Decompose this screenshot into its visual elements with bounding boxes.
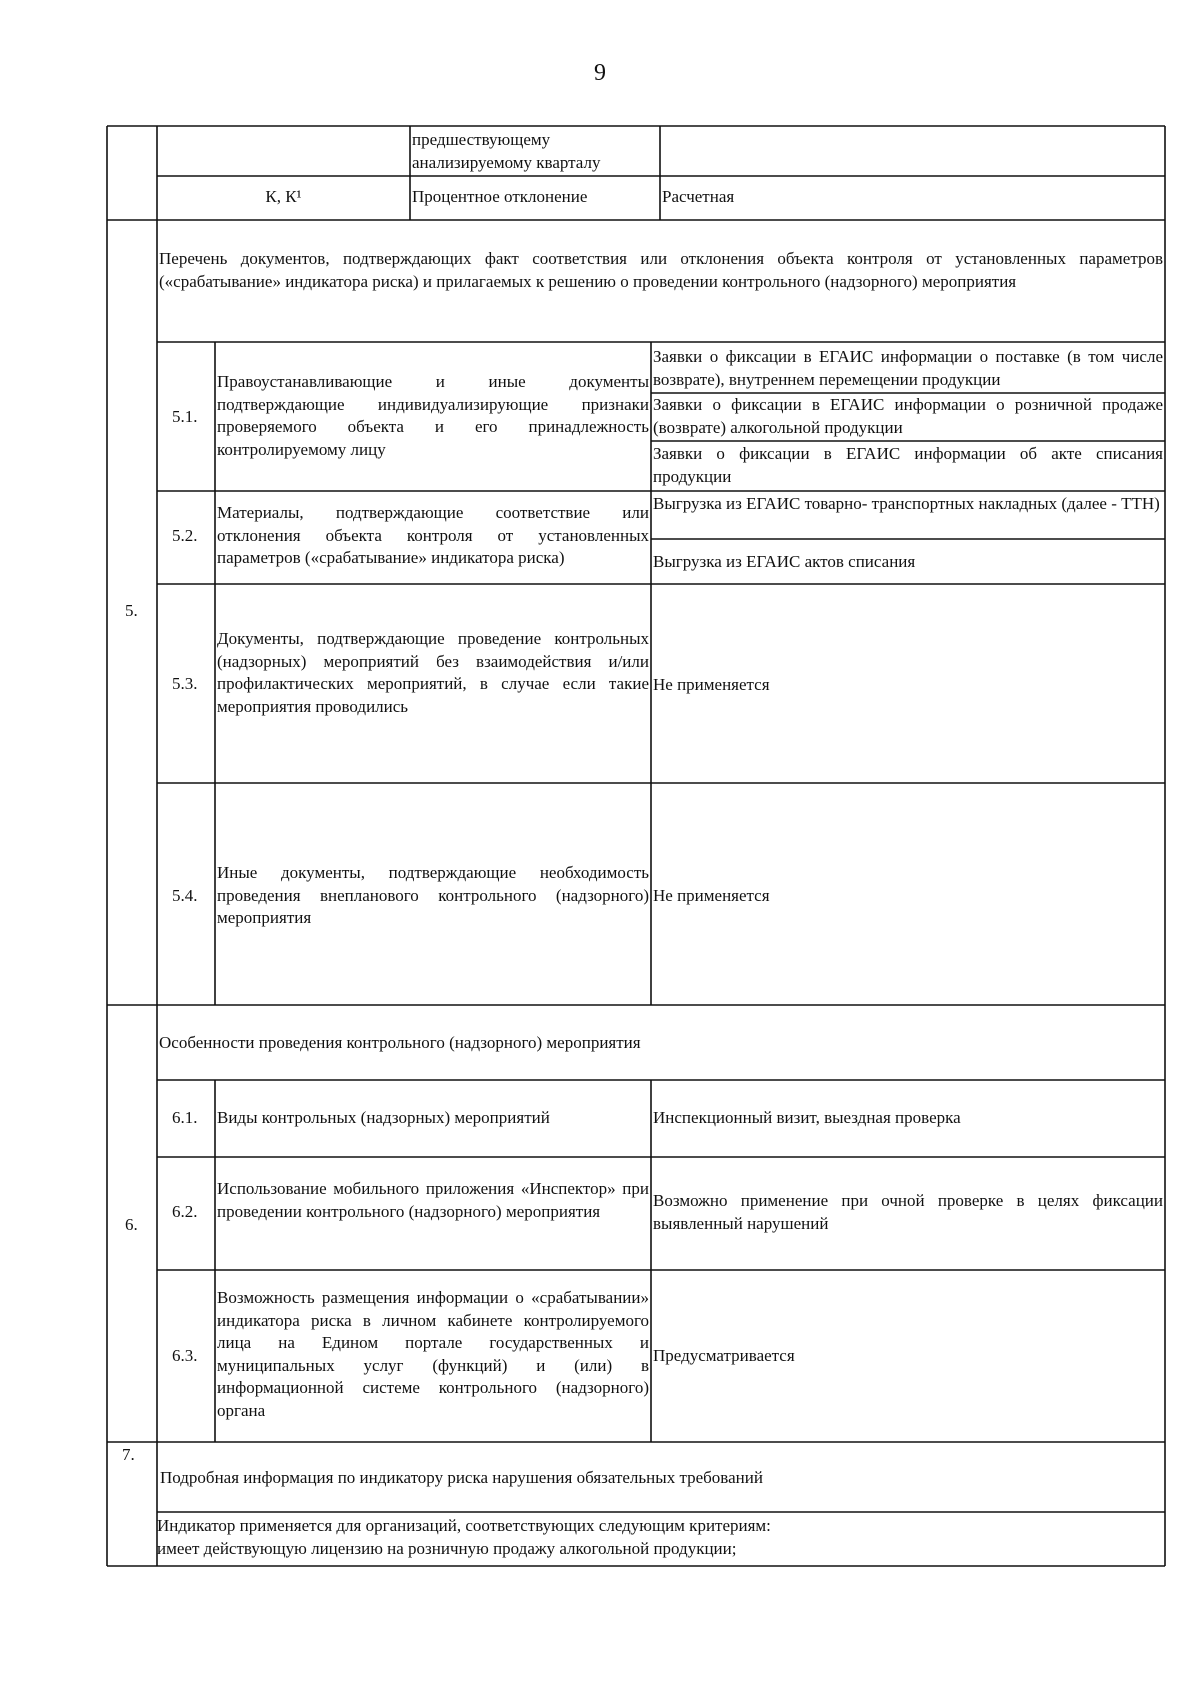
item-5-4-label: Иные документы, подтверждающие необходимость проведения внепланового контрольного (надзорного) мероприятия <box>217 863 649 927</box>
item-6-3-number: 6.3. <box>172 1346 198 1365</box>
section-7-number: 7. <box>122 1445 135 1464</box>
item-6-1-value: Инспекционный визит, выездная проверка <box>653 1108 961 1127</box>
item-5-3-value: Не применяется <box>653 675 770 694</box>
item-5-3-number: 5.3. <box>172 674 198 693</box>
item-6-1-number: 6.1. <box>172 1108 198 1127</box>
item-6-2-number: 6.2. <box>172 1202 198 1221</box>
item-5-2-value-2: Выгрузка из ЕГАИС актов списания <box>653 552 916 571</box>
section-5-heading: Перечень документов, подтверждающих факт соответствия или отклонения объекта контроля от установленных параметров («срабатывание» индикатора риска) и прилагаемых к решению о проведении контрольного (надзорного) мероприятия <box>159 249 1163 291</box>
item-5-1-value-2: Заявки о фиксации в ЕГАИС информации о розничной продаже (возврате) алкогольной продукции <box>653 395 1163 437</box>
item-6-3-label: Возможность размещения информации о «срабатывании» индикатора риска в личном кабинете контролируемого лица на Едином портале государственных и муниципальных услуг (функций) и (или) в информационной системе контрольного (надзорного) органа <box>217 1288 649 1420</box>
section-5-number: 5. <box>125 601 138 620</box>
prev-quarter-cell: предшествующему анализируемому кварталу <box>412 130 601 172</box>
item-5-2-number: 5.2. <box>172 526 198 545</box>
item-6-2-value: Возможно применение при очной проверке в целях фиксации выявленный нарушений <box>653 1191 1163 1233</box>
criteria-intro: Индикатор применяется для организаций, соответствующих следующим критериям: <box>157 1516 771 1535</box>
item-5-1-label: Правоустанавливающие и иные документы подтверждающие индивидуализирующие признаки проверяемого объекта и его принадлежность контролируемому лицу <box>217 372 649 459</box>
symbol-cell: К, К¹ <box>265 187 302 206</box>
item-5-3-label: Документы, подтверждающие проведение контрольных (надзорных) мероприятий без взаимодействия и/или профилактических мероприятий, в случае если такие мероприятия проводились <box>217 629 649 716</box>
type-cell: Расчетная <box>662 187 735 206</box>
item-5-4-value: Не применяется <box>653 886 770 905</box>
item-5-2-label: Материалы, подтверждающие соответствие или отклонения объекта контроля от установленных параметров («срабатывание» индикатора риска) <box>217 503 649 567</box>
criteria-item-1: имеет действующую лицензию на розничную продажу алкогольной продукции; <box>157 1539 737 1558</box>
section-6-number: 6. <box>125 1215 138 1234</box>
item-5-1-value-1: Заявки о фиксации в ЕГАИС информации о поставке (в том числе возврате), внутреннем перемещении продукции <box>653 347 1163 389</box>
item-6-2-label: Использование мобильного приложения «Инспектор» при проведении контрольного (надзорного) мероприятия <box>217 1179 649 1221</box>
item-5-1-value-3: Заявки о фиксации в ЕГАИС информации об акте списания продукции <box>653 444 1163 486</box>
item-5-1-number: 5.1. <box>172 407 198 426</box>
item-5-4-number: 5.4. <box>172 886 198 905</box>
item-6-1-label: Виды контрольных (надзорных) мероприятий <box>217 1108 550 1127</box>
item-5-2-value-1: Выгрузка из ЕГАИС товарно- транспортных накладных (далее - ТТН) <box>653 494 1160 513</box>
item-6-3-value: Предусматривается <box>653 1346 795 1365</box>
section-6-heading: Особенности проведения контрольного (надзорного) мероприятия <box>159 1033 641 1052</box>
section-7-heading: Подробная информация по индикатору риска нарушения обязательных требований <box>160 1468 763 1487</box>
page-number: 9 <box>594 60 606 86</box>
measure-cell: Процентное отклонение <box>412 187 588 206</box>
